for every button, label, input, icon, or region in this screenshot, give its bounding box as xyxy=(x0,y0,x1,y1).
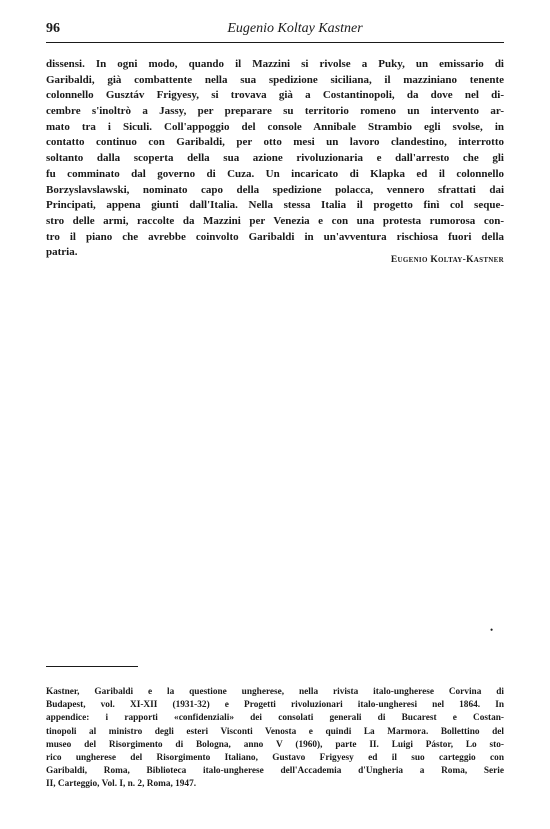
body-line: patria. xyxy=(46,246,78,259)
body-line: stro delle armi, raccolte da Mazzini per Venezia e con una protesta rumorosa con- xyxy=(46,214,504,227)
footnote-line: Budapest, vol. XI-XII (1931-32) e Progetti rivoluzionari italo-ungheresi nel 1864. In xyxy=(46,700,504,711)
footnote-line: museo del Risorgimento di Bologna, anno V (1960), parte II. Luigi Pástor, Lo sto- xyxy=(46,739,504,750)
page-header xyxy=(46,20,504,43)
footnote xyxy=(46,686,504,792)
body-line: Garibaldi, già combattente nella sua spedizione siciliana, il mazziniano tenente xyxy=(46,73,504,86)
page-number: 96 xyxy=(46,21,60,36)
footnote-line: Kastner, Garibaldi e la questione ungherese, nella rivista italo-ungherese Corvina di xyxy=(46,687,504,697)
footnote-line: Garibaldi, Roma, Biblioteca italo-ungherese dell'Accademia d'Ungheria a Roma, Serie xyxy=(46,766,504,777)
stray-dot: • xyxy=(490,625,494,635)
footnote-divider xyxy=(46,666,138,667)
body-line: cembre s'inoltrò a Jassy, per preparare su territorio romeno un intervento ar- xyxy=(46,105,504,118)
body-line: Principati, appena giunti dall'Italia. Nella stessa Italia il progetto finì col seque- xyxy=(46,199,504,212)
body-line: soltanto dalla scoperta della sua azione rivoluzionaria e dall'arresto che gli xyxy=(46,152,504,165)
running-title: Eugenio Koltay Kastner xyxy=(227,21,363,36)
body-line: colonnello Gusztáv Frigyesy, si trovava già a Costantinopoli, da dove nel di- xyxy=(46,89,504,102)
body-line: mato tra i Siculi. Coll'appoggio del console Annibale Strambio egli svolse, in xyxy=(46,120,504,133)
footnote-line: rico ungherese del Risorgimento Italiano, Gustavo Frigyesy ed il suo carteggio con xyxy=(46,752,504,763)
body-paragraph xyxy=(46,57,504,261)
body-line: dissensi. In ogni modo, quando il Mazzini si rivolse a Puky, un emissario di xyxy=(46,58,504,70)
body-line: Borzyslavslawski, nominato capo della spedizione polacca, vennero sfrattati dai xyxy=(46,183,504,196)
body-line: fu comminato dal governo di Cuza. Un incaricato di Klapka ed il colonnello xyxy=(46,167,504,180)
footnote-line: II, Carteggio, Vol. I, n. 2, Roma, 1947. xyxy=(46,779,197,790)
body-line: tro il piano che avrebbe coinvolto Garibaldi in un'avventura rischiosa fuori della xyxy=(46,230,504,243)
footnote-line: appendice: i rapporti «confidenziali» dei consolati generali di Bucarest e Costan- xyxy=(46,713,504,724)
author-signature: Eugenio Koltay-Kastner xyxy=(390,255,504,265)
body-line: contatto continuo con Garibaldi, per otto mesi un lavoro clandestino, interrotto xyxy=(46,136,504,149)
footnote-line: tinopoli al ministro degli esteri Visconti Venosta e quindi La Marmora. Bollettino del xyxy=(46,726,504,737)
